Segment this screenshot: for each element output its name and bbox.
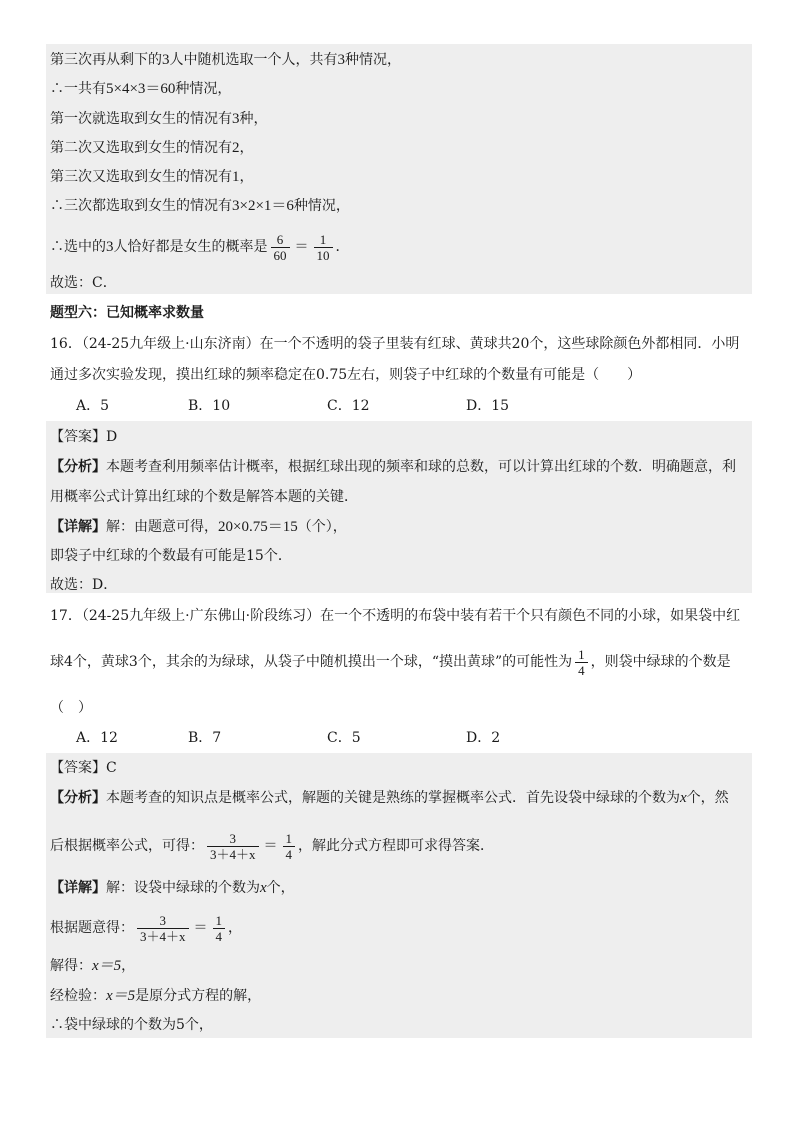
- text: 故选：C．: [50, 275, 117, 291]
- text: 第三次再从剩下的: [50, 52, 162, 68]
- text: 解得：: [50, 958, 92, 974]
- text: ．: [335, 239, 350, 255]
- equals-sign: ＝: [263, 838, 278, 854]
- therefore-symbol: ∴: [50, 239, 64, 255]
- text: 题型六：已知概率求数量: [50, 305, 204, 321]
- option-b: [188, 396, 230, 416]
- section-title: [50, 303, 204, 323]
- solution-block-16: [46, 421, 752, 593]
- text: ∴袋中绿球的个数为5个，: [50, 1017, 213, 1033]
- denominator: 3＋4＋x: [137, 928, 189, 944]
- text: ∴三次都选取到女生的情况有: [50, 198, 232, 214]
- numerator: 1: [285, 830, 293, 846]
- text: 用概率公式计算出红球的个数是解答本题的关键．: [50, 489, 358, 505]
- fraction: [314, 232, 333, 263]
- question-16-line: [50, 365, 641, 385]
- math-expression: 20×0.75＝15: [218, 519, 298, 535]
- detail-line: [50, 517, 347, 537]
- option-a: [76, 728, 118, 748]
- text: B．10: [188, 398, 231, 414]
- solution-line: [50, 196, 350, 216]
- text: 选中的: [64, 239, 106, 255]
- text: B．7: [188, 730, 222, 746]
- text: 本题考查的知识点是概率公式，解题的关键是熟练的掌握概率公式．首先设袋中绿球的个数为: [106, 790, 680, 806]
- detail-tag: 【详解】: [50, 880, 106, 896]
- variable: x: [260, 880, 267, 896]
- equals-sign: ＝: [294, 239, 309, 255]
- text: ，: [239, 140, 254, 156]
- fraction: [575, 647, 588, 678]
- numerator: 1: [319, 231, 327, 247]
- text: 个，: [266, 880, 295, 896]
- math-expression: 3×2×1＝6: [232, 198, 294, 214]
- text: 第三次又选取到女生的情况有: [50, 169, 232, 185]
- analysis-line: [50, 487, 358, 507]
- option-d: [466, 728, 500, 748]
- text: ∴一共有: [50, 81, 106, 97]
- text: 种情况，: [175, 81, 232, 97]
- text: C．12: [327, 398, 370, 414]
- text: 种情况，: [345, 52, 401, 68]
- fraction: [271, 232, 290, 263]
- option-d: [466, 396, 509, 416]
- text: 【答案】D: [50, 429, 118, 445]
- text: 17．（24-25九年级上·广东佛山·阶段练习）在一个不透明的布袋中装有若干个只有颜色不同的小球，如果袋中红: [50, 608, 741, 624]
- text: D．15: [466, 398, 510, 414]
- text: （ ）: [50, 700, 92, 716]
- numerator: 3: [159, 912, 166, 928]
- text: 故选：D．: [50, 577, 118, 593]
- text: 16．（24-25九年级上·山东济南）在一个不透明的袋子里装有红球、黄球共20个，这些球除颜色外都相同．小明: [50, 336, 740, 352]
- option-c: [327, 728, 361, 748]
- math-expression: 5×4×3＝60: [106, 81, 176, 97]
- text: A．5: [76, 398, 110, 414]
- solution-line: [50, 79, 231, 99]
- text: 后根据概率公式，可得：: [50, 838, 204, 854]
- fraction: [137, 913, 189, 944]
- text: ，则袋中绿球的个数是: [590, 654, 731, 670]
- answer-choice: [50, 273, 117, 293]
- denominator: 4: [213, 928, 226, 944]
- text: 是原分式方程的解，: [135, 988, 262, 1004]
- text: 个，然: [686, 790, 729, 806]
- fraction: [213, 913, 226, 944]
- detail-line: [50, 1015, 213, 1035]
- text: 第二次又选取到女生的情况有: [50, 140, 232, 156]
- text: 第一次就选取到女生的情况有: [50, 111, 232, 127]
- text: C．5: [327, 730, 361, 746]
- denominator: 60: [271, 247, 290, 263]
- text: 人中随机选取一个人，共有: [169, 52, 338, 68]
- fraction: [283, 831, 296, 862]
- variable: x: [680, 790, 687, 806]
- question-16-line: [50, 334, 739, 354]
- text: （个），: [297, 519, 347, 535]
- text: 球4个，黄球3个，其余的为绿球，从袋子中随机摸出一个球，“摸出黄球”的可能性为: [50, 654, 573, 670]
- analysis-line: [50, 828, 494, 864]
- text: 种，: [239, 111, 268, 127]
- solution-line: [50, 230, 350, 264]
- denominator: 3＋4＋x: [207, 846, 259, 862]
- text: ，: [228, 920, 243, 936]
- fraction: [207, 831, 259, 862]
- math-expression: x＝5: [92, 958, 122, 974]
- detail-line: [50, 546, 292, 566]
- analysis-line: [50, 457, 736, 477]
- equals-sign: ＝: [193, 920, 208, 936]
- math-expression: x＝5: [106, 988, 136, 1004]
- solution-line: [50, 50, 401, 70]
- text: D．2: [466, 730, 501, 746]
- text: ，: [239, 169, 254, 185]
- answer-line: [50, 758, 117, 778]
- detail-line: [50, 910, 242, 946]
- text: ，解此分式方程即可求得答案．: [298, 838, 495, 854]
- numerator: 6: [276, 231, 284, 247]
- number: 1: [232, 169, 240, 185]
- number: 3: [232, 111, 240, 127]
- denominator: 10: [314, 247, 333, 263]
- question-17-line: [50, 698, 92, 718]
- number: 2: [232, 140, 240, 156]
- option-b: [188, 728, 221, 748]
- answer-line: [50, 427, 117, 447]
- detail-tag: 【详解】: [50, 519, 106, 535]
- number: 3: [106, 239, 114, 255]
- number: 3: [162, 52, 170, 68]
- numerator: 1: [578, 646, 585, 662]
- detail-line: [50, 986, 261, 1006]
- analysis-line: [50, 788, 729, 808]
- solution-line: [50, 167, 254, 187]
- text: A．12: [76, 730, 118, 746]
- text: 根据题意得：: [50, 920, 134, 936]
- numerator: 1: [215, 912, 223, 928]
- analysis-tag: 【分析】: [50, 459, 106, 475]
- option-a: [76, 396, 109, 416]
- text: ，: [121, 958, 136, 974]
- text: 通过多次实验发现，摸出红球的频率稳定在0.75左右，则袋子中红球的个数量有可能是（ ）: [50, 367, 642, 383]
- answer-choice: [50, 575, 117, 595]
- text: 解：由题意可得，: [106, 519, 218, 535]
- text: 解：设袋中绿球的个数为: [106, 880, 260, 896]
- option-c: [327, 396, 370, 416]
- text: 人恰好都是女生的概率是: [113, 239, 268, 255]
- solution-line: [50, 109, 268, 129]
- text: 种情况，: [293, 198, 350, 214]
- solution-line: [50, 138, 254, 158]
- question-17-line: [50, 606, 740, 626]
- denominator: 4: [575, 662, 588, 678]
- numerator: 3: [229, 830, 236, 846]
- denominator: 4: [283, 846, 296, 862]
- detail-line: [50, 878, 295, 898]
- text: 本题考查利用频率估计概率，根据红球出现的频率和球的总数，可以计算出红球的个数．明确题意，利: [106, 459, 736, 475]
- number: 3: [337, 52, 345, 68]
- text: 【答案】C: [50, 760, 117, 776]
- analysis-tag: 【分析】: [50, 790, 106, 806]
- text: 经检验：: [50, 988, 106, 1004]
- question-17-line: [50, 645, 731, 679]
- detail-line: [50, 956, 135, 976]
- text: 即袋子中红球的个数最有可能是15个．: [50, 548, 292, 564]
